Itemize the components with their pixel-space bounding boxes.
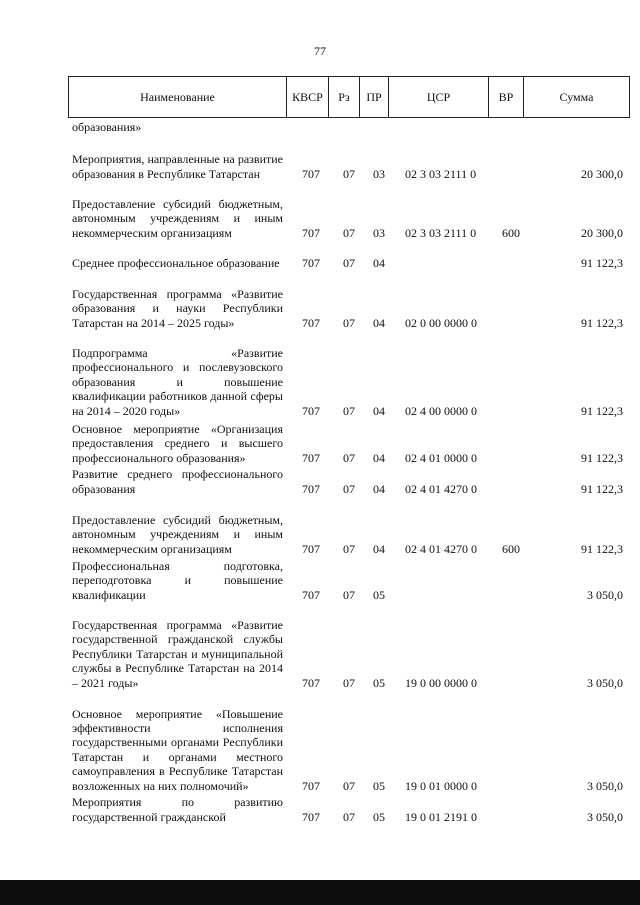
table-row — [0, 690, 640, 793]
header-sum: Сумма — [559, 89, 594, 104]
row-sum: 91 122,3 — [581, 450, 623, 465]
table-row — [0, 330, 640, 418]
row-sum: 91 122,3 — [581, 403, 623, 418]
row-pr: 04 — [373, 541, 385, 556]
row-pr: 05 — [373, 809, 385, 824]
row-sum: 3 050,0 — [587, 587, 623, 602]
table-row — [0, 270, 640, 330]
row-sum: 91 122,3 — [581, 315, 623, 330]
row-pr: 04 — [373, 255, 385, 270]
row-csr: 19 0 00 0000 0 — [405, 675, 477, 690]
header-name: Наименование — [69, 77, 287, 117]
row-pr: 03 — [373, 225, 385, 240]
row-sum: 20 300,0 — [581, 166, 623, 181]
row-name: Профессиональная подготовка, переподготовка и повышение квалификации — [72, 558, 283, 602]
row-csr: 02 4 01 4270 0 — [405, 541, 477, 556]
row-csr: 02 0 00 0000 0 — [405, 315, 477, 330]
row-name: Подпрограмма «Развитие профессионального и послевузовского образования и повышение квалификации работников данной сферы на 2014 – 2020 годы» — [72, 345, 283, 418]
header-csr: ЦСР — [389, 77, 489, 117]
row-pr: 03 — [373, 166, 385, 181]
row-rz: 07 — [343, 587, 355, 602]
row-pr: 05 — [373, 675, 385, 690]
row-csr: 02 4 01 0000 0 — [405, 450, 477, 465]
table-row — [0, 136, 640, 181]
row-kvsr: 707 — [302, 166, 320, 181]
table-row — [0, 496, 640, 556]
row-name: Мероприятия по развитию государственной гражданской — [72, 795, 283, 824]
row-kvsr: 707 — [302, 809, 320, 824]
row-csr: 02 3 03 2111 0 — [405, 225, 477, 240]
row-sum: 20 300,0 — [581, 225, 623, 240]
row-pr: 04 — [373, 450, 385, 465]
row-kvsr: 707 — [302, 315, 320, 330]
row-sum: 91 122,3 — [581, 481, 623, 496]
row-name: Основное мероприятие «Повышение эффективности исполнения государственными органами Республики Татарстан и органами местного самоуправления в Республике Татарстан возложенных на них полномочий» — [72, 706, 283, 793]
row-rz: 07 — [343, 315, 355, 330]
row-name: образования» — [72, 119, 142, 134]
table-row — [0, 418, 640, 465]
row-kvsr: 707 — [302, 255, 320, 270]
row-pr: 04 — [373, 403, 385, 418]
row-rz: 07 — [343, 166, 355, 181]
table-header — [68, 76, 630, 118]
header-kvsr: КВСР — [287, 77, 329, 117]
header-rz: Рз — [329, 77, 360, 117]
row-kvsr: 707 — [302, 481, 320, 496]
table-row — [0, 602, 640, 690]
row-rz: 07 — [343, 450, 355, 465]
row-kvsr: 707 — [302, 541, 320, 556]
row-sum: 3 050,0 — [587, 809, 623, 824]
table-row — [0, 465, 640, 496]
table-row — [0, 556, 640, 602]
row-sum: 3 050,0 — [587, 675, 623, 690]
row-pr: 04 — [373, 315, 385, 330]
row-rz: 07 — [343, 541, 355, 556]
table-row — [0, 240, 640, 270]
row-name: Предоставление субсидий бюджетным, автономным учреждениям и иным некоммерческим организациям — [72, 196, 283, 240]
row-name: Предоставление субсидий бюджетным, автономным учреждениям и иным некоммерческим организациям — [72, 512, 283, 556]
row-rz: 07 — [343, 481, 355, 496]
row-vr: 600 — [502, 225, 520, 240]
page-number: 77 — [314, 44, 326, 58]
row-kvsr: 707 — [302, 225, 320, 240]
row-vr: 600 — [502, 541, 520, 556]
table-row — [0, 793, 640, 824]
row-rz: 07 — [343, 403, 355, 418]
row-csr: 02 4 01 4270 0 — [405, 481, 477, 496]
row-name: Мероприятия, направленные на развитие образования в Республике Татарстан — [72, 152, 283, 181]
row-rz: 07 — [343, 809, 355, 824]
row-name: Развитие среднего профессионального образования — [72, 467, 283, 496]
row-kvsr: 707 — [302, 675, 320, 690]
row-pr: 04 — [373, 481, 385, 496]
row-pr: 05 — [373, 778, 385, 793]
row-name: Государственная программа «Развитие государственной гражданской службы Республики Татарстан и муниципальной службы в Республике Татарстан на 2014 – 2021 годы» — [72, 617, 283, 690]
table-row — [0, 181, 640, 240]
row-csr: 19 0 01 0000 0 — [405, 778, 477, 793]
row-pr: 05 — [373, 587, 385, 602]
scan-bottom-edge — [0, 880, 640, 905]
row-rz: 07 — [343, 675, 355, 690]
row-kvsr: 707 — [302, 587, 320, 602]
row-sum: 3 050,0 — [587, 778, 623, 793]
row-csr: 02 4 00 0000 0 — [405, 403, 477, 418]
table-row — [0, 120, 640, 134]
row-csr: 19 0 01 2191 0 — [405, 809, 477, 824]
row-rz: 07 — [343, 255, 355, 270]
row-name: Государственная программа «Развитие образования и науки Республики Татарстан на 2014 – 2025 годы» — [72, 286, 283, 330]
row-csr: 02 3 03 2111 0 — [405, 166, 477, 181]
row-sum: 91 122,3 — [581, 541, 623, 556]
row-kvsr: 707 — [302, 778, 320, 793]
row-rz: 07 — [343, 778, 355, 793]
header-vr: ВР — [489, 77, 524, 117]
row-rz: 07 — [343, 225, 355, 240]
header-pr: ПР — [360, 77, 389, 117]
row-name: Основное мероприятие «Организация предоставления среднего и высшего профессионального образования» — [72, 421, 283, 465]
row-kvsr: 707 — [302, 403, 320, 418]
row-name: Среднее профессиональное образование — [72, 255, 280, 270]
row-kvsr: 707 — [302, 450, 320, 465]
row-sum: 91 122,3 — [581, 255, 623, 270]
